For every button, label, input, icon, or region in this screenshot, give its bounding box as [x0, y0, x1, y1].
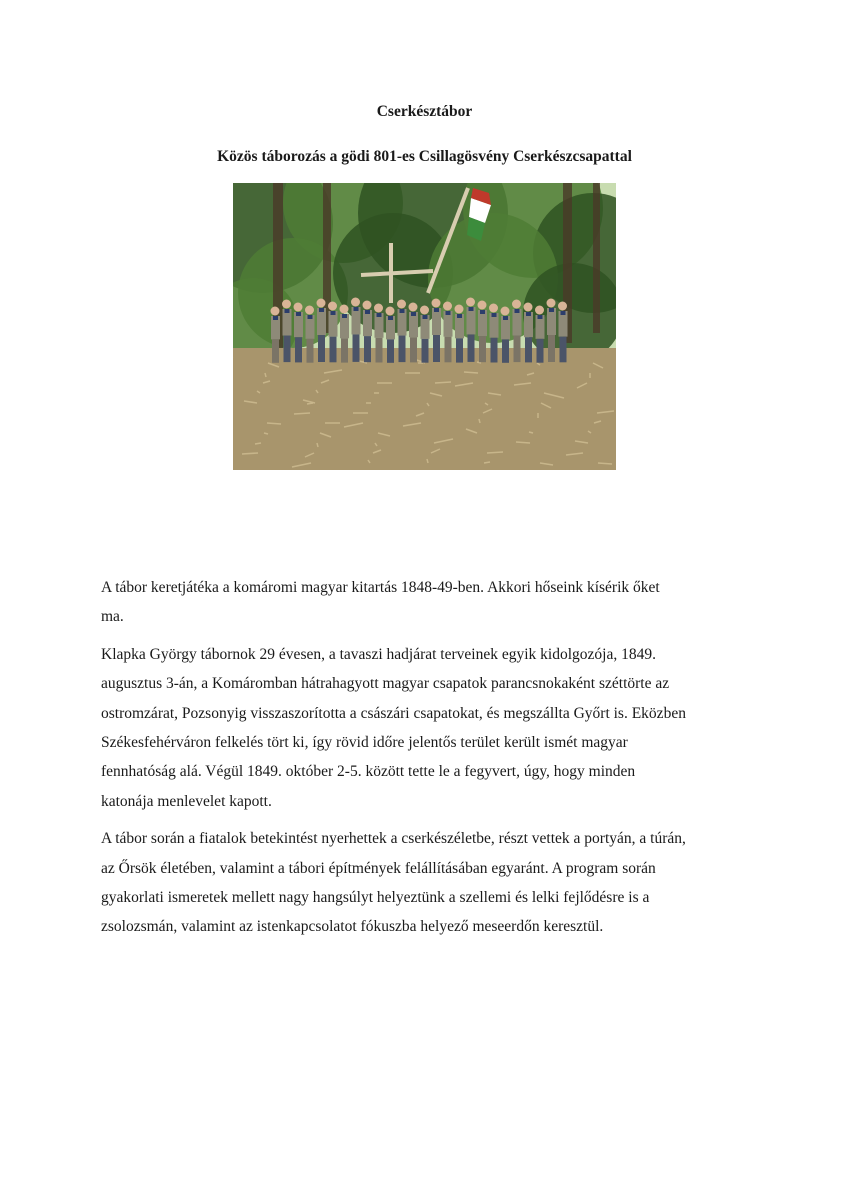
photo-scout-legs — [387, 339, 394, 362]
photo-scout-scarf — [423, 315, 428, 319]
paragraph-1 — [101, 573, 751, 632]
photo-scout-scarf — [480, 310, 485, 314]
photo-scout-head — [351, 298, 360, 307]
page-title: Cserkésztábor — [376, 103, 473, 120]
photo-scout-legs — [422, 339, 429, 363]
photo-scout-head — [524, 303, 533, 312]
text-line: A tábor során a fiatalok betekintést nyerhettek a cserkészéletbe, részt vettek a portyán, a túrán, — [101, 830, 686, 848]
photo-scout-scarf — [296, 312, 301, 316]
photo-scout-scarf — [492, 313, 497, 317]
photo-scout-head — [420, 306, 429, 315]
photo-straw — [294, 413, 310, 414]
photo-straw — [516, 442, 530, 443]
group-photo — [233, 183, 616, 470]
photo-scout-head — [512, 300, 521, 309]
photo-straw — [598, 463, 612, 464]
photo-scout-head — [489, 304, 498, 313]
text-line: fennhatóság alá. Végül 1849. október 2-5. között tette le a fegyvert, úgy, hogy minden — [101, 763, 636, 781]
photo-scout-scarf — [457, 314, 462, 318]
page-subtitle: Közös táborozás a gödi 801-es Csillagösvény Cserkészcsapattal — [217, 148, 632, 165]
text-line: zsolozsmán, valamint az istenkapcsolatot fókuszba helyező meseerdőn keresztül. — [101, 918, 604, 936]
photo-scout-legs — [456, 338, 463, 362]
photo-straw — [479, 419, 480, 423]
photo-scout-legs — [364, 336, 371, 362]
photo-straw — [317, 443, 318, 447]
photo-scout-scarf — [446, 311, 451, 315]
photo-scout-head — [271, 307, 280, 316]
text-line: Klapka György tábornok 29 évesen, a tavaszi hadjárat terveinek egyik kidolgozója, 1849. — [101, 645, 656, 663]
body-text — [101, 573, 751, 950]
photo-scout-head — [478, 301, 487, 310]
photo-scout-scarf — [377, 313, 382, 317]
photo-scout-head — [340, 305, 349, 314]
photo-scout-scarf — [273, 316, 278, 320]
photo-scout-scarf — [434, 308, 439, 312]
photo-scout-head — [558, 302, 567, 311]
photo-scout-legs — [307, 339, 314, 363]
photo-scout-legs — [445, 337, 452, 363]
text-line: katonája menlevelet kapott. — [101, 792, 272, 810]
photo-scout-scarf — [319, 308, 324, 312]
photo-scout-scarf — [411, 312, 416, 316]
text-line: A tábor keretjátéka a komáromi magyar kitartás 1848-49-ben. Akkori hőseink kísérik őket — [101, 579, 660, 596]
photo-scout-scarf — [515, 309, 520, 313]
photo-scout-legs — [330, 337, 337, 363]
photo-straw — [267, 423, 281, 424]
photo-scout-head — [374, 304, 383, 313]
photo-straw — [307, 403, 313, 404]
photo-scout-legs — [525, 337, 532, 362]
photo-scout-head — [409, 303, 418, 312]
photo-scout-legs — [433, 335, 440, 362]
photo-scout-legs — [284, 336, 291, 363]
photo-scout-scarf — [549, 308, 554, 312]
photo-scout-scarf — [526, 312, 531, 316]
photo-straw — [427, 459, 428, 463]
photo-scout-legs — [272, 339, 279, 362]
photo-scout-head — [305, 306, 314, 315]
photo-scout-scarf — [400, 309, 405, 313]
photo-scout-head — [535, 306, 544, 315]
text-line: Székesfehérváron felkelés tört ki, így rövid időre jelentős terület került ismét magyar — [101, 734, 628, 752]
photo-scout-legs — [514, 336, 521, 363]
photo-scout-head — [432, 299, 441, 308]
photo-scout-uniform — [317, 308, 326, 335]
photo-scout-head — [282, 300, 291, 309]
photo-scout-legs — [410, 337, 417, 362]
photo-scout-legs — [560, 337, 567, 363]
text-line: gyakorlati ismeretek mellett nagy hangsúlyt helyeztünk a szellemi és lelki fejlődésre is a — [101, 889, 650, 907]
text-line: az Őrsök életében, valamint a tábori építmények felállításában egyaránt. A program során — [101, 859, 656, 877]
photo-scout-head — [294, 303, 303, 312]
photo-scout-scarf — [331, 311, 336, 315]
photo-scout-scarf — [285, 309, 290, 313]
photo-scout-legs — [502, 339, 509, 362]
photo-scout-head — [547, 299, 556, 308]
text-line: ma. — [101, 608, 124, 626]
photo-scout-legs — [537, 339, 544, 363]
photo-straw — [464, 372, 478, 373]
photo-scout-head — [455, 305, 464, 314]
photo-scout-scarf — [308, 315, 313, 319]
photo-scout-head — [466, 298, 475, 307]
photo-straw — [487, 452, 503, 453]
photo-scout-head — [501, 307, 510, 316]
photo-straw — [484, 462, 490, 463]
photo-scout-legs — [399, 336, 406, 363]
photo-scout-head — [397, 300, 406, 309]
photo-straw — [242, 453, 258, 454]
photo-scout-legs — [295, 337, 302, 362]
photo-scout-legs — [341, 338, 348, 362]
photo-straw — [529, 432, 533, 433]
paragraph-3 — [101, 824, 751, 942]
photo-scout-legs — [353, 334, 360, 361]
photo-scout-uniform — [352, 307, 361, 334]
group-photo-icon — [233, 183, 616, 470]
photo-scout-scarf — [354, 307, 359, 311]
photo-scout-legs — [318, 335, 325, 362]
photo-scout-legs — [548, 335, 555, 362]
photo-straw — [255, 443, 261, 444]
photo-scout-head — [386, 307, 395, 316]
photo-scout-scarf — [561, 311, 566, 315]
photo-scout-legs — [479, 336, 486, 362]
photo-scout-uniform — [432, 308, 441, 335]
photo-scout-scarf — [469, 307, 474, 311]
photo-scout-head — [328, 302, 337, 311]
paragraph-2 — [101, 640, 751, 816]
photo-straw — [265, 373, 266, 377]
photo-scout-scarf — [388, 316, 393, 320]
photo-scout-head — [317, 299, 326, 308]
photo-scout-scarf — [365, 310, 370, 314]
photo-straw — [435, 382, 451, 383]
photo-scout-uniform — [547, 308, 556, 335]
photo-scout-scarf — [503, 316, 508, 320]
photo-scout-head — [443, 302, 452, 311]
text-line: ostromzárat, Pozsonyig visszaszorította a császári csapatokat, és megszállta Győrt is. Eközben — [101, 704, 686, 722]
photo-scout-head — [363, 301, 372, 310]
photo-scout-scarf — [538, 315, 543, 319]
photo-scout-legs — [468, 334, 475, 361]
photo-scout-legs — [491, 338, 498, 363]
photo-scout-scarf — [342, 314, 347, 318]
photo-straw — [264, 433, 268, 434]
photo-ground — [233, 348, 616, 470]
photo-scout-legs — [376, 338, 383, 363]
text-line: augusztus 3-án, a Komáromban hátrahagyott magyar csapatok parancsnokaként széttörte az — [101, 675, 670, 693]
photo-tree-trunk — [593, 183, 600, 333]
photo-scout-uniform — [467, 307, 476, 334]
